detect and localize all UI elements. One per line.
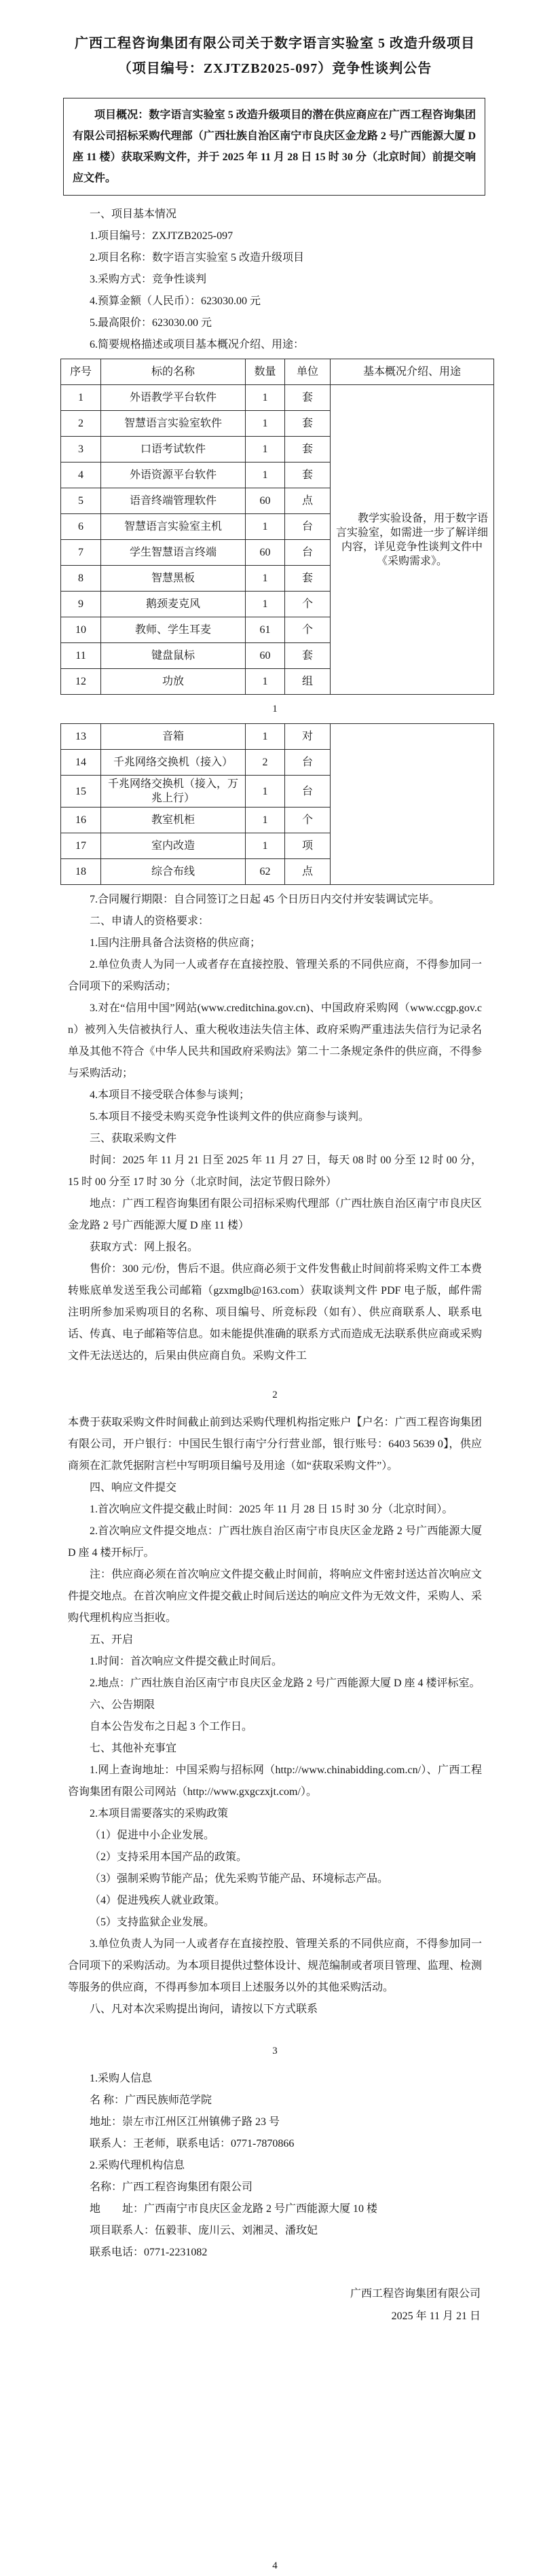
item-name: 智慧黑板	[101, 566, 246, 592]
item-unit: 套	[285, 385, 331, 411]
item-unit: 个	[285, 617, 331, 643]
item-qty: 1	[246, 462, 285, 488]
item-unit: 项	[285, 833, 331, 859]
paragraph: 四、响应文件提交	[90, 1482, 177, 1493]
item-qty: 1	[246, 776, 285, 808]
item-name: 千兆网络交换机（接入，万兆上行）	[101, 776, 246, 808]
paragraph: （4）促进残疾人就业政策。	[90, 1895, 226, 1906]
item-name: 教室机柜	[101, 808, 246, 833]
item-name: 功放	[101, 669, 246, 695]
item-qty: 2	[246, 750, 285, 776]
page-number-1: 1	[272, 704, 278, 714]
item-no: 14	[61, 750, 101, 776]
paragraph: （3）强制采购节能产品；优先采购节能产品、环境标志产品。	[90, 1873, 389, 1885]
item-name: 鹅颈麦克风	[101, 592, 246, 617]
item-name: 音箱	[101, 724, 246, 750]
item-no: 8	[61, 566, 101, 592]
item-unit: 台	[285, 540, 331, 566]
item-qty: 1	[246, 669, 285, 695]
item-unit: 点	[285, 488, 331, 514]
item-qty: 60	[246, 643, 285, 669]
title-line-2: （项目编号：ZXJTZB2025-097）竞争性谈判公告	[117, 61, 432, 76]
paragraph: 名 称：广西民族师范学院	[90, 2094, 212, 2106]
item-no: 15	[61, 776, 101, 808]
paragraph: 七、其他补充事宜	[90, 1743, 177, 1754]
column-header: 单位	[285, 359, 331, 385]
item-name: 键盘鼠标	[101, 643, 246, 669]
paragraph: 本费于获取采购文件时间截止前到达采购代理机构指定账户【户名：广西工程咨询集团有限公司，开户银行：中国民生银行南宁分行营业部，银行账号：6403 5639 0】，供应商须在汇款凭据附言栏中写明项目编号及用途（如“获取采购文件”）。	[68, 1417, 482, 1472]
item-no: 10	[61, 617, 101, 643]
item-no: 5	[61, 488, 101, 514]
paragraph: 三、获取采购文件	[90, 1133, 177, 1144]
item-no: 18	[61, 859, 101, 885]
item-name: 语音终端管理软件	[101, 488, 246, 514]
paragraph: 地点：广西工程咨询集团有限公司招标采购代理部（广西壮族自治区南宁市良庆区金龙路 2 号广西能源大厦 D 座 11 楼）	[68, 1198, 482, 1231]
paragraph: 八、凡对本次采购提出询问，请按以下方式联系	[90, 2003, 318, 2015]
paragraph: 名称：广西工程咨询集团有限公司	[90, 2181, 253, 2193]
item-no: 1	[61, 385, 101, 411]
item-name: 智慧语言实验室软件	[101, 411, 246, 437]
signature-date: 2025 年 11 月 21 日	[391, 2310, 481, 2322]
item-unit: 套	[285, 643, 331, 669]
item-unit: 组	[285, 669, 331, 695]
paragraph: 5.本项目不接受未购买竞争性谈判文件的供应商参与谈判。	[90, 1111, 370, 1123]
project-overview-box	[63, 98, 485, 196]
item-no: 13	[61, 724, 101, 750]
item-no: 17	[61, 833, 101, 859]
paragraph: （5）支持监狱企业发展。	[90, 1917, 215, 1928]
item-qty: 1	[246, 437, 285, 462]
item-unit: 点	[285, 859, 331, 885]
paragraph: 4.本项目不接受联合体参与谈判；	[90, 1089, 250, 1101]
item-unit: 套	[285, 437, 331, 462]
item-description-text: 教学实验设备，用于数字语言实验室，如需进一步了解详细内容，详见竞争性谈判文件中《采购需求》。	[335, 512, 488, 567]
blank-area	[68, 2327, 482, 2552]
item-no: 4	[61, 462, 101, 488]
item-description-merged-cell	[331, 724, 494, 885]
item-name: 口语考试软件	[101, 437, 246, 462]
item-no: 11	[61, 643, 101, 669]
paragraph: 一、项目基本情况	[90, 208, 177, 220]
paragraph: 5.最高限价：623030.00 元	[90, 317, 212, 329]
item-name: 教师、学生耳麦	[101, 617, 246, 643]
signature-org: 广西工程咨询集团有限公司	[350, 2288, 481, 2300]
column-header: 基本概况介绍、用途	[331, 359, 494, 385]
items-table-row	[61, 724, 494, 750]
item-no: 3	[61, 437, 101, 462]
paragraph: 1.网上查询地址：中国采购与招标网（http://www.chinabidding.com.cn/）、广西工程咨询集团有限公司网站（http://www.gxgczxjt.com/）。	[68, 1764, 482, 1798]
page-number-3: 3	[272, 2046, 278, 2056]
items-table-page1	[60, 359, 494, 695]
item-unit: 台	[285, 750, 331, 776]
paragraph: 联系电话：0771-2231082	[90, 2247, 208, 2258]
paragraph: 注：供应商必须在首次响应文件提交截止时间前，将响应文件密封送达首次响应文件提交地点。在首次响应文件提交截止时间后送达的响应文件为无效文件，采购人、采购代理机构应当拒收。	[68, 1569, 482, 1624]
paragraph: 时间：2025 年 11 月 21 日至 2025 年 11 月 27 日，每天 08 时 00 分至 12 时 00 分，15 时 00 分至 17 时 30 分（北京时间，法定节假日除外）	[68, 1155, 482, 1188]
item-no: 6	[61, 514, 101, 540]
item-name: 室内改造	[101, 833, 246, 859]
item-name: 外语资源平台软件	[101, 462, 246, 488]
paragraph: 2.首次响应文件提交地点：广西壮族自治区南宁市良庆区金龙路 2 号广西能源大厦 D 座 4 楼开标厅。	[68, 1525, 482, 1559]
section-basic-info	[68, 204, 482, 356]
item-name: 综合布线	[101, 859, 246, 885]
paragraph: 自本公告发布之日起 3 个工作日。	[90, 1721, 253, 1733]
paragraph: 3.采购方式：竞争性谈判	[90, 274, 207, 285]
item-qty: 60	[246, 488, 285, 514]
item-unit: 套	[285, 411, 331, 437]
item-no: 12	[61, 669, 101, 695]
paragraph: 地址：崇左市江州区江州镇佛子路 23 号	[90, 2116, 280, 2128]
section-qualification-and-documents	[68, 889, 482, 1367]
section-contact-info	[68, 2068, 482, 2264]
paragraph: 2.地点：广西壮族自治区南宁市良庆区金龙路 2 号广西能源大厦 D 座 4 楼评标室。	[90, 1677, 481, 1689]
item-qty: 1	[246, 833, 285, 859]
item-unit: 套	[285, 566, 331, 592]
page-number-4: 4	[272, 2560, 278, 2571]
paragraph: 2.项目名称：数字语言实验室 5 改造升级项目	[90, 252, 305, 264]
paragraph: 获取方式：网上报名。	[90, 1241, 199, 1253]
paragraph: 6.简要规格描述或项目基本概况介绍、用途：	[90, 339, 305, 350]
item-name: 外语教学平台软件	[101, 385, 246, 411]
item-qty: 1	[246, 808, 285, 833]
item-name: 学生智慧语言终端	[101, 540, 246, 566]
paragraph: 1.项目编号：ZXJTZB2025-097	[90, 230, 233, 242]
items-table-body-page2	[61, 724, 494, 885]
column-header: 序号	[61, 359, 101, 385]
column-header: 标的名称	[101, 359, 246, 385]
items-table-header	[61, 359, 494, 385]
paragraph: 二、申请人的资格要求：	[90, 915, 210, 927]
item-qty: 1	[246, 411, 285, 437]
item-description-merged-cell	[331, 385, 494, 695]
item-qty: 61	[246, 617, 285, 643]
items-table-row	[61, 385, 494, 411]
paragraph: 1.采购人信息	[90, 2073, 153, 2084]
paragraph: 2.单位负责人为同一人或者存在直接控股、管理关系的不同供应商，不得参加同一合同项下的采购活动；	[68, 959, 482, 992]
title-line-1: 广西工程咨询集团有限公司关于数字语言实验室 5 改造升级项目	[75, 36, 475, 51]
item-qty: 1	[246, 724, 285, 750]
paragraph: 1.国内注册具备合法资格的供应商；	[90, 937, 261, 949]
paragraph: 五、开启	[90, 1634, 134, 1646]
paragraph: 2.本项目需要落实的采购政策	[90, 1808, 229, 1819]
column-header: 数量	[246, 359, 285, 385]
paragraph: 3.对在“信用中国”网站(www.creditchina.gov.cn)、中国政府采购网（www.ccgp.gov.cn）被列入失信被执行人、重大税收违法失信主体、政府采购严重违法失信行为记录名单及其他不符合《中华人民共和国政府采购法》第二十二条规定条件的供应商，不得参与采购活动；	[68, 1002, 482, 1079]
paragraph: 六、公告期限	[90, 1699, 155, 1711]
item-qty: 62	[246, 859, 285, 885]
paragraph: 项目联系人：伍毅菲、庞川云、刘湘灵、潘玫妃	[90, 2225, 318, 2236]
document-title	[68, 31, 482, 81]
item-unit: 台	[285, 776, 331, 808]
paragraph: 1.首次响应文件提交截止时间：2025 年 11 月 28 日 15 时 30 分（北京时间）。	[90, 1504, 453, 1515]
item-name: 千兆网络交换机（接入）	[101, 750, 246, 776]
item-unit: 对	[285, 724, 331, 750]
paragraph: 联系人：王老师，联系电话：0771-7870866	[90, 2138, 295, 2149]
item-no: 7	[61, 540, 101, 566]
paragraph: 1.时间：首次响应文件提交截止时间后。	[90, 1656, 283, 1667]
item-unit: 个	[285, 808, 331, 833]
item-unit: 个	[285, 592, 331, 617]
item-no: 2	[61, 411, 101, 437]
items-table-header-row	[61, 359, 494, 385]
project-overview-text: 项目概况：数字语言实验室 5 改造升级项目的潜在供应商应在广西工程咨询集团有限公司招标采购代理部（广西壮族自治区南宁市良庆区金龙路 2 号广西能源大厦 D 座 11 楼）获取采购文件，并于 2025 年 11 月 28 日 15 时 30 分（北京时间）前提交响应文件。	[73, 109, 476, 184]
section-submission-and-other	[68, 1412, 482, 2020]
paragraph: 售价：300 元/份，售后不退。供应商必须于文件发售截止时间前将采购文件工本费转账底单发送至我公司邮箱（gzxmglb@163.com）获取谈判文件 PDF 电子版，邮件需注明所参加采购项目的名称、项目编号、所竞标段（如有）、供应商联系人、联系电话、传真、电子邮箱等信息。如未能提供准确的联系方式而造成无法联系供应商或采购文件无法送达的，后果由供应商自负。采购文件工	[68, 1263, 482, 1362]
item-qty: 1	[246, 592, 285, 617]
paragraph: （2）支持采用本国产品的政策。	[90, 1851, 248, 1863]
item-unit: 套	[285, 462, 331, 488]
paragraph: 2.采购代理机构信息	[90, 2160, 185, 2171]
paragraph: 4.预算金额（人民币）：623030.00 元	[90, 295, 261, 307]
page-number-2: 2	[272, 1390, 278, 1400]
item-qty: 1	[246, 514, 285, 540]
item-unit: 台	[285, 514, 331, 540]
paragraph: 3.单位负责人为同一人或者存在直接控股、管理关系的不同供应商，不得参加同一合同项下的采购活动。为本项目提供过整体设计、规范编制或者项目管理、监理、检测等服务的供应商，不得再参加本项目上述服务以外的其他采购活动。	[68, 1938, 482, 1993]
item-qty: 1	[246, 566, 285, 592]
items-table-body-page1	[61, 385, 494, 695]
item-qty: 60	[246, 540, 285, 566]
item-name: 智慧语言实验室主机	[101, 514, 246, 540]
paragraph: 7.合同履行期限：自合同签订之日起 45 个日历日内交付并安装调试完毕。	[90, 894, 441, 905]
signature-block	[68, 2283, 482, 2327]
item-no: 16	[61, 808, 101, 833]
item-no: 9	[61, 592, 101, 617]
paragraph: （1）促进中小企业发展。	[90, 1830, 215, 1841]
item-qty: 1	[246, 385, 285, 411]
items-table-page2	[60, 723, 494, 885]
paragraph: 地 址：广西南宁市良庆区金龙路 2 号广西能源大厦 10 楼	[90, 2203, 378, 2215]
